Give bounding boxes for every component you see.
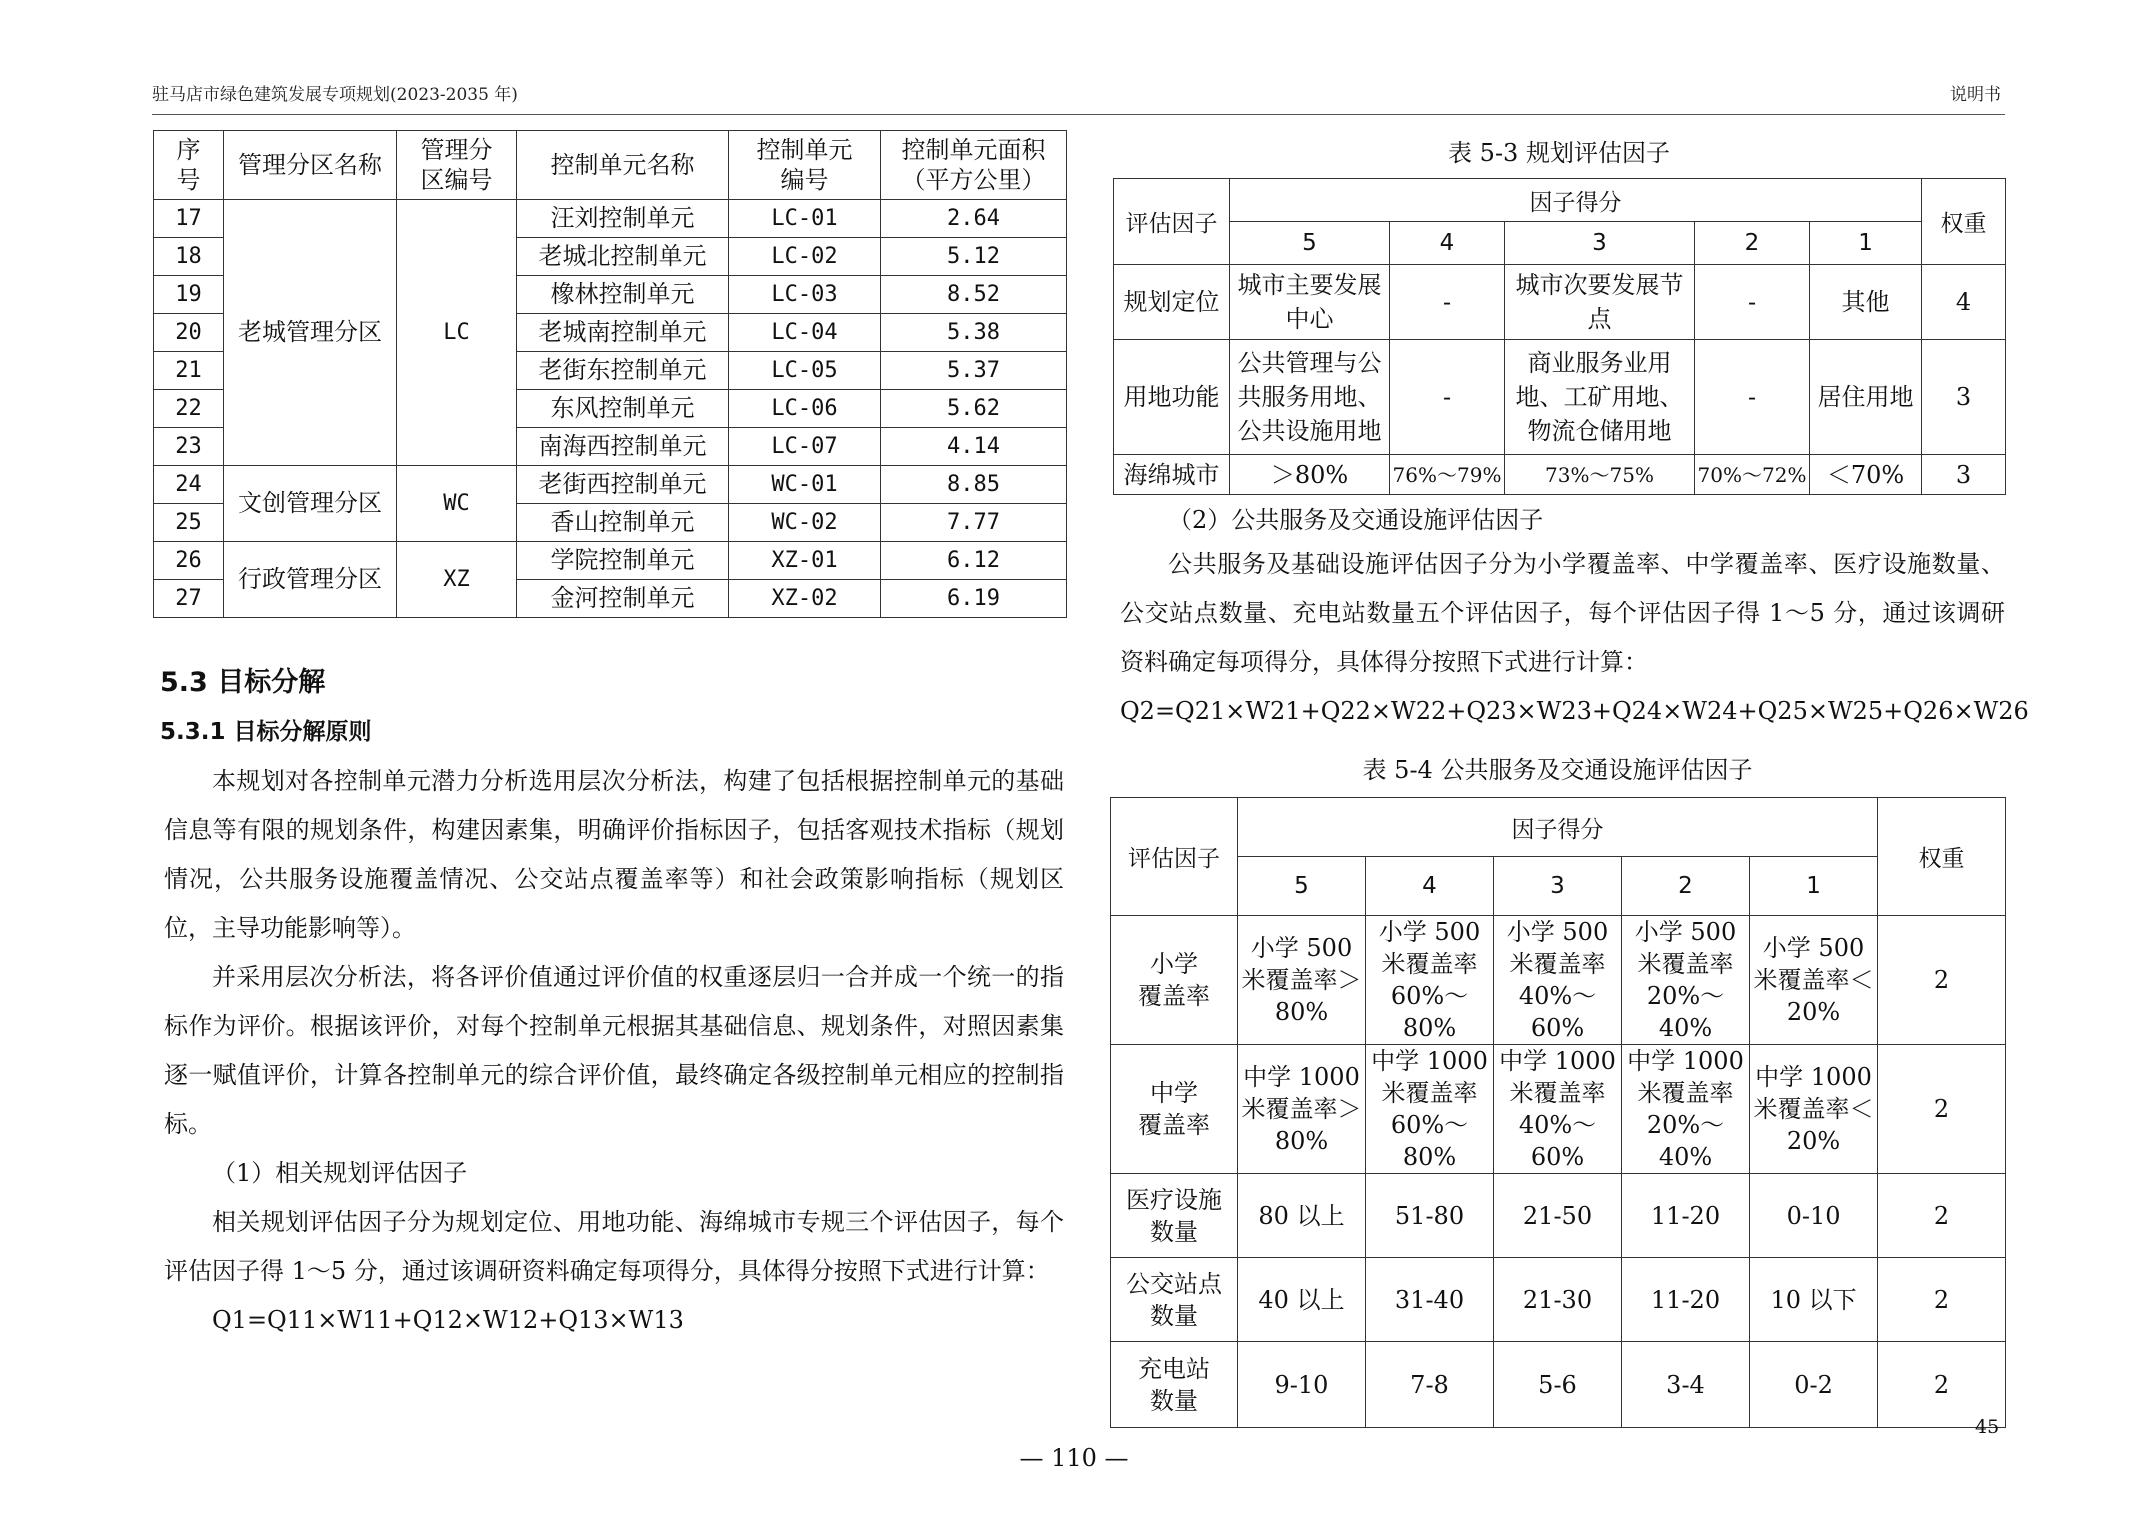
weight-cell: 2: [1878, 1258, 2006, 1342]
section-heading-5-3-1: 5.3.1 目标分解原则: [160, 719, 372, 745]
zone-code-cell: LC: [397, 200, 517, 466]
score-cell: 76%～79%: [1390, 455, 1505, 495]
score-cell: 小学 500 米覆盖率＞80%: [1238, 916, 1366, 1045]
score-cell: 0-2: [1750, 1342, 1878, 1428]
col-unit-code: 控制单元 编号: [729, 131, 881, 200]
zone-name-cell: 行政管理分区: [224, 542, 397, 618]
col-score-group: 因子得分: [1230, 179, 1922, 222]
seq-cell: 20: [154, 314, 224, 352]
seq-cell: 22: [154, 390, 224, 428]
table-5-4-body: [1111, 916, 2006, 1428]
score-cell: 9-10: [1238, 1342, 1366, 1428]
unit-name-cell: 老街西控制单元: [517, 466, 729, 504]
score-cell: 11-20: [1622, 1258, 1750, 1342]
seq-cell: 26: [154, 542, 224, 580]
score-cell: -: [1390, 340, 1505, 455]
score-cell: 10 以下: [1750, 1258, 1878, 1342]
score-cell: 7-8: [1366, 1342, 1494, 1428]
score-cell: 小学 500 米覆盖率40%～60%: [1494, 916, 1622, 1045]
unit-area-cell: 6.19: [881, 580, 1067, 618]
unit-area-cell: 5.37: [881, 352, 1067, 390]
score-3: 3: [1505, 222, 1695, 265]
score-cell: -: [1695, 340, 1810, 455]
unit-code-cell: LC-04: [729, 314, 881, 352]
unit-code-cell: WC-02: [729, 504, 881, 542]
score-cell: 小学 500 米覆盖率＜20%: [1750, 916, 1878, 1045]
table-row: [154, 542, 1067, 580]
score-1: 1: [1810, 222, 1922, 265]
score-cell: 居住用地: [1810, 340, 1922, 455]
inner-page-number: 45: [1975, 1416, 2000, 1438]
score-cell: 3-4: [1622, 1342, 1750, 1428]
factor-cell: 中学 覆盖率: [1111, 1045, 1238, 1174]
unit-code-cell: LC-03: [729, 276, 881, 314]
table-row: [1114, 455, 2006, 495]
weight-cell: 2: [1878, 1342, 2006, 1428]
factor-cell: 小学 覆盖率: [1111, 916, 1238, 1045]
weight-cell: 3: [1922, 455, 2006, 495]
zone-name-cell: 老城管理分区: [224, 200, 397, 466]
col-weight: 权重: [1878, 798, 2006, 916]
unit-name-cell: 学院控制单元: [517, 542, 729, 580]
table-row: [154, 466, 1067, 504]
unit-name-cell: 汪刘控制单元: [517, 200, 729, 238]
score-cell: 小学 500 米覆盖率60%～80%: [1366, 916, 1494, 1045]
table-subheader-row: [1114, 222, 2006, 265]
table-row: [1111, 1258, 2006, 1342]
score-cell: 80 以上: [1238, 1174, 1366, 1258]
score-cell: 5-6: [1494, 1342, 1622, 1428]
weight-cell: 2: [1878, 916, 2006, 1045]
score-4: 4: [1390, 222, 1505, 265]
unit-name-cell: 橡林控制单元: [517, 276, 729, 314]
unit-code-cell: LC-02: [729, 238, 881, 276]
unit-area-cell: 5.38: [881, 314, 1067, 352]
table-5-3: [1113, 178, 2006, 495]
score-cell: -: [1695, 265, 1810, 340]
score-cell: 21-50: [1494, 1174, 1622, 1258]
col-seq: 序 号: [154, 131, 224, 200]
score-cell: 公共管理与公共服务用地、公共设施用地: [1230, 340, 1390, 455]
score-3: 3: [1494, 857, 1622, 916]
unit-code-cell: XZ-01: [729, 542, 881, 580]
score-cell: 中学 1000 米覆盖率60%～80%: [1366, 1045, 1494, 1174]
right-body-text: [1120, 500, 2029, 736]
score-2: 2: [1622, 857, 1750, 916]
seq-cell: 27: [154, 580, 224, 618]
control-units-body: [154, 200, 1067, 618]
unit-code-cell: LC-05: [729, 352, 881, 390]
col-zone-name: 管理分区名称: [224, 131, 397, 200]
factor-cell: 公交站点 数量: [1111, 1258, 1238, 1342]
unit-name-cell: 老城北控制单元: [517, 238, 729, 276]
table-row: [1114, 340, 2006, 455]
factor-cell: 用地功能: [1114, 340, 1230, 455]
score-cell: 51-80: [1366, 1174, 1494, 1258]
weight-cell: 4: [1922, 265, 2006, 340]
seq-cell: 24: [154, 466, 224, 504]
section-heading-5-3: 5.3 目标分解: [160, 667, 326, 698]
unit-area-cell: 8.52: [881, 276, 1067, 314]
subheading-public-service-factors: （2）公共服务及交通设施评估因子: [1168, 506, 1544, 534]
score-cell: 商业服务业用地、工矿用地、物流仓储用地: [1505, 340, 1695, 455]
score-cell: 中学 1000 米覆盖率＞80%: [1238, 1045, 1366, 1174]
seq-cell: 19: [154, 276, 224, 314]
weight-cell: 2: [1878, 1174, 2006, 1258]
table-header-row: [1111, 798, 2006, 857]
score-cell: 31-40: [1366, 1258, 1494, 1342]
unit-area-cell: 7.77: [881, 504, 1067, 542]
score-cell: 中学 1000 米覆盖率＜20%: [1750, 1045, 1878, 1174]
paragraph-public-service-factors: 公共服务及基础设施评估因子分为小学覆盖率、中学覆盖率、医疗设施数量、公交站点数量、充电站数量五个评估因子，每个评估因子得 1～5 分，通过该调研资料确定每项得分，具体得分按照下式进行计算：: [1120, 550, 2005, 676]
unit-code-cell: LC-07: [729, 428, 881, 466]
col-unit-name: 控制单元名称: [517, 131, 729, 200]
table-5-3-body: [1114, 265, 2006, 495]
unit-name-cell: 东风控制单元: [517, 390, 729, 428]
score-cell: 中学 1000 米覆盖率40%～60%: [1494, 1045, 1622, 1174]
score-cell: 0-10: [1750, 1174, 1878, 1258]
score-cell: 城市次要发展节点: [1505, 265, 1695, 340]
score-cell: -: [1390, 265, 1505, 340]
score-4: 4: [1366, 857, 1494, 916]
seq-cell: 21: [154, 352, 224, 390]
score-cell: ＜70%: [1810, 455, 1922, 495]
score-cell: 11-20: [1622, 1174, 1750, 1258]
unit-name-cell: 香山控制单元: [517, 504, 729, 542]
col-factor: 评估因子: [1114, 179, 1230, 265]
score-cell: 40 以上: [1238, 1258, 1366, 1342]
col-weight: 权重: [1922, 179, 2006, 265]
score-cell: 城市主要发展中心: [1230, 265, 1390, 340]
score-cell: 中学 1000 米覆盖率20%～40%: [1622, 1045, 1750, 1174]
unit-area-cell: 5.12: [881, 238, 1067, 276]
unit-area-cell: 6.12: [881, 542, 1067, 580]
col-score-group: 因子得分: [1238, 798, 1878, 857]
page-number: — 110 —: [1019, 1444, 1129, 1472]
col-zone-code: 管理分 区编号: [397, 131, 517, 200]
table-row: [1111, 1342, 2006, 1428]
factor-cell: 规划定位: [1114, 265, 1230, 340]
table-row: [1114, 265, 2006, 340]
table-row: [1111, 916, 2006, 1045]
table-5-4-caption: 表 5-4 公共服务及交通设施评估因子: [1362, 756, 1753, 784]
score-1: 1: [1750, 857, 1878, 916]
score-5: 5: [1238, 857, 1366, 916]
weight-cell: 3: [1922, 340, 2006, 455]
table-5-3-caption: 表 5-3 规划评估因子: [1448, 139, 1670, 167]
table-header-row: [154, 131, 1067, 200]
factor-cell: 海绵城市: [1114, 455, 1230, 495]
subheading-planning-factors: （1）相关规划评估因子: [212, 1159, 468, 1187]
table-row: [154, 200, 1067, 238]
unit-code-cell: WC-01: [729, 466, 881, 504]
header-right: 说明书: [1950, 85, 2001, 105]
unit-area-cell: 2.64: [881, 200, 1067, 238]
unit-area-cell: 5.62: [881, 390, 1067, 428]
paragraph-principle-1: 本规划对各控制单元潜力分析选用层次分析法，构建了包括根据控制单元的基础信息等有限的规划条件，构建因素集，明确评价指标因子，包括客观技术指标（规划情况，公共服务设施覆盖情况、公交站点覆盖率等）和社会政策影响指标（规划区位，主导功能影响等）。: [164, 767, 1064, 942]
zone-code-cell: XZ: [397, 542, 517, 618]
control-units-table: [153, 130, 1067, 618]
table-subheader-row: [1111, 857, 2006, 916]
table-5-4: [1110, 797, 2006, 1428]
header-rule: [152, 114, 2005, 115]
unit-code-cell: XZ-02: [729, 580, 881, 618]
score-cell: 其他: [1810, 265, 1922, 340]
table-row: [1111, 1045, 2006, 1174]
unit-name-cell: 老城南控制单元: [517, 314, 729, 352]
paragraph-principle-2: 并采用层次分析法，将各评价值通过评价值的权重逐层归一合并成一个统一的指标作为评价。根据该评价，对每个控制单元根据其基础信息、规划条件，对照因素集逐一赋值评价，计算各控制单元的综合评价值，最终确定各级控制单元相应的控制指标。: [164, 963, 1064, 1138]
unit-code-cell: LC-06: [729, 390, 881, 428]
unit-name-cell: 南海西控制单元: [517, 428, 729, 466]
seq-cell: 25: [154, 504, 224, 542]
seq-cell: 23: [154, 428, 224, 466]
factor-cell: 医疗设施 数量: [1111, 1174, 1238, 1258]
header-left: 驻马店市绿色建筑发展专项规划(2023-2035 年): [152, 85, 518, 105]
score-cell: 小学 500 米覆盖率20%～40%: [1622, 916, 1750, 1045]
left-body-text: [164, 757, 1064, 1345]
unit-code-cell: LC-01: [729, 200, 881, 238]
table-header-row: [1114, 179, 2006, 222]
seq-cell: 18: [154, 238, 224, 276]
score-cell: 70%～72%: [1695, 455, 1810, 495]
table-row: [1111, 1174, 2006, 1258]
score-cell: 21-30: [1494, 1258, 1622, 1342]
unit-name-cell: 老街东控制单元: [517, 352, 729, 390]
score-5: 5: [1230, 222, 1390, 265]
formula-q2: Q2=Q21×W21+Q22×W22+Q23×W23+Q24×W24+Q25×W25+Q26×W26: [1120, 697, 2029, 725]
score-cell: ＞80%: [1230, 455, 1390, 495]
weight-cell: 2: [1878, 1045, 2006, 1174]
score-cell: 73%～75%: [1505, 455, 1695, 495]
seq-cell: 17: [154, 200, 224, 238]
unit-name-cell: 金河控制单元: [517, 580, 729, 618]
zone-code-cell: WC: [397, 466, 517, 542]
col-unit-area: 控制单元面积 （平方公里）: [881, 131, 1067, 200]
factor-cell: 充电站 数量: [1111, 1342, 1238, 1428]
score-2: 2: [1695, 222, 1810, 265]
paragraph-planning-factors: 相关规划评估因子分为规划定位、用地功能、海绵城市专规三个评估因子，每个评估因子得 1～5 分，通过该调研资料确定每项得分，具体得分按照下式进行计算：: [164, 1208, 1064, 1285]
unit-area-cell: 8.85: [881, 466, 1067, 504]
formula-q1: Q1=Q11×W11+Q12×W12+Q13×W13: [212, 1306, 684, 1334]
col-factor: 评估因子: [1111, 798, 1238, 916]
zone-name-cell: 文创管理分区: [224, 466, 397, 542]
unit-area-cell: 4.14: [881, 428, 1067, 466]
